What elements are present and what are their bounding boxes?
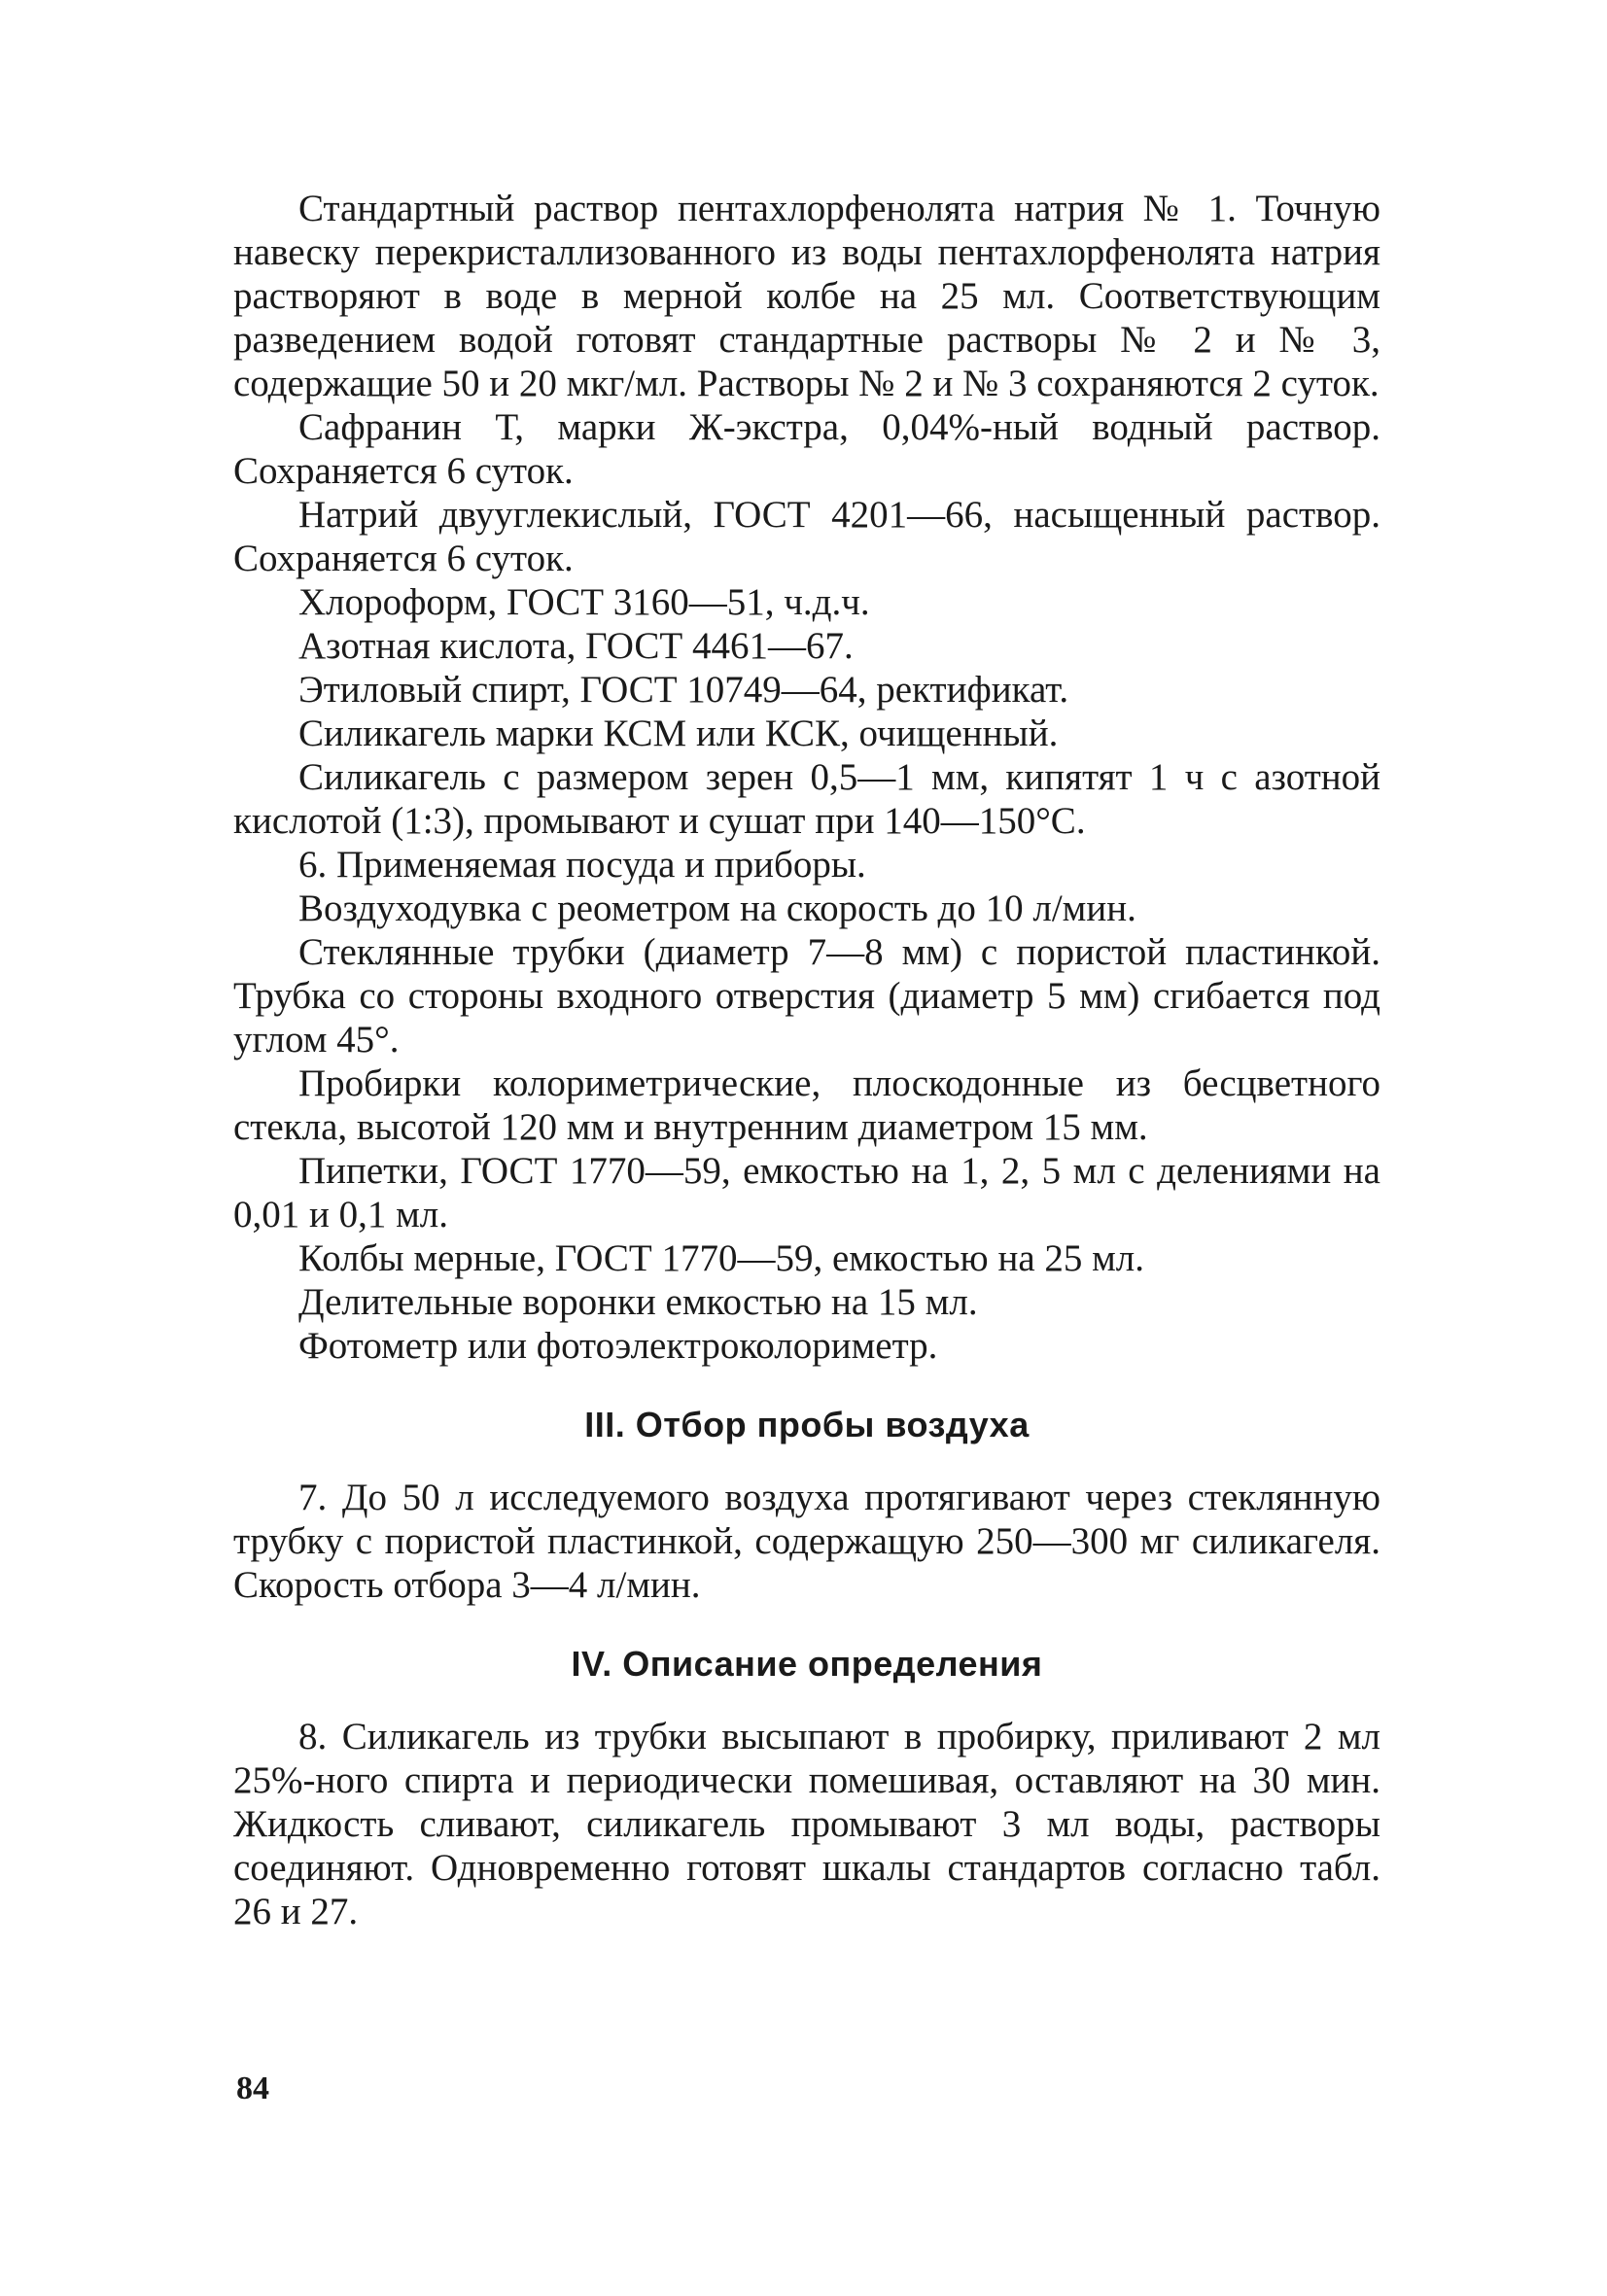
paragraph-standard-solution: Стандартный раствор пентахлорфенолята натрия № 1. Точную навеску перекристаллизованного из воды пентахлорфенолята натрия растворяют в воде в мерной колбе на 25 мл. Соответствующим разведением водой готовят стандартные растворы № 2 и № 3, содержащие 50 и 20 мкг/мл. Растворы № 2 и № 3 сохраняются 2 суток. bbox=[233, 188, 1380, 404]
paragraph-pipettes: Пипетки, ГОСТ 1770—59, емкостью на 1, 2, 5 мл с делениями на 0,01 и 0,1 мл. bbox=[233, 1150, 1380, 1235]
paragraph-flasks: Колбы мерные, ГОСТ 1770—59, емкостью на 25 мл. bbox=[298, 1237, 1145, 1279]
paragraph-test-tubes: Пробирки колориметрические, плоскодонные из бесцветного стекла, высотой 120 мм и внутренним диаметром 15 мм. bbox=[233, 1062, 1380, 1148]
paragraph-ethanol: Этиловый спирт, ГОСТ 10749—64, ректификат. bbox=[298, 669, 1069, 711]
paragraph-7: 7. До 50 л исследуемого воздуха протягивают через стеклянную трубку с пористой пластинкой, содержащую 250—300 мг силикагеля. Скорость отбора 3—4 л/мин. bbox=[233, 1477, 1380, 1606]
paragraph-equipment-heading: 6. Применяемая посуда и приборы. bbox=[298, 844, 866, 886]
paragraph-sodium-bicarbonate: Натрий двууглекислый, ГОСТ 4201—66, насыщенный раствор. Сохраняется 6 суток. bbox=[233, 494, 1380, 579]
paragraph-silica-gel-grade: Силикагель марки КСМ или КСК, очищенный. bbox=[298, 713, 1059, 754]
section-heading-description: IV. Описание определения bbox=[571, 1644, 1043, 1684]
paragraph-silica-gel-prep: Силикагель с размером зерен 0,5—1 мм, кипятят 1 ч с азотной кислотой (1:3), промывают и сушат при 140—150°С. bbox=[233, 756, 1380, 842]
section-heading-sampling: III. Отбор пробы воздуха bbox=[584, 1405, 1030, 1444]
paragraph-glass-tubes: Стеклянные трубки (диаметр 7—8 мм) с пористой пластинкой. Трубка со стороны входного отверстия (диаметр 5 мм) сгибается под углом 45°. bbox=[233, 931, 1380, 1061]
paragraph-safranin: Сафранин Т, марки Ж-экстра, 0,04%-ный водный раствор. Сохраняется 6 суток. bbox=[233, 406, 1380, 492]
paragraph-blower: Воздуходувка с реометром на скорость до 10 л/мин. bbox=[298, 887, 1136, 929]
paragraph-8: 8. Силикагель из трубки высыпают в пробирку, приливают 2 мл 25%-ного спирта и периодически помешивая, оставляют на 30 мин. Жидкость сливают, силикагель промывают 3 мл воды, растворы соединяют. Одновременно готовят шкалы стандартов согласно табл. 26 и 27. bbox=[233, 1716, 1380, 1932]
body-text bbox=[233, 187, 1380, 1933]
paragraph-funnels: Делительные воронки емкостью на 15 мл. bbox=[298, 1281, 978, 1323]
paragraph-chloroform: Хлороформ, ГОСТ 3160—51, ч.д.ч. bbox=[298, 581, 870, 623]
page-number: 84 bbox=[236, 2070, 269, 2106]
paragraph-nitric-acid: Азотная кислота, ГОСТ 4461—67. bbox=[298, 625, 854, 667]
paragraph-photometer: Фотометр или фотоэлектроколориметр. bbox=[298, 1325, 938, 1367]
